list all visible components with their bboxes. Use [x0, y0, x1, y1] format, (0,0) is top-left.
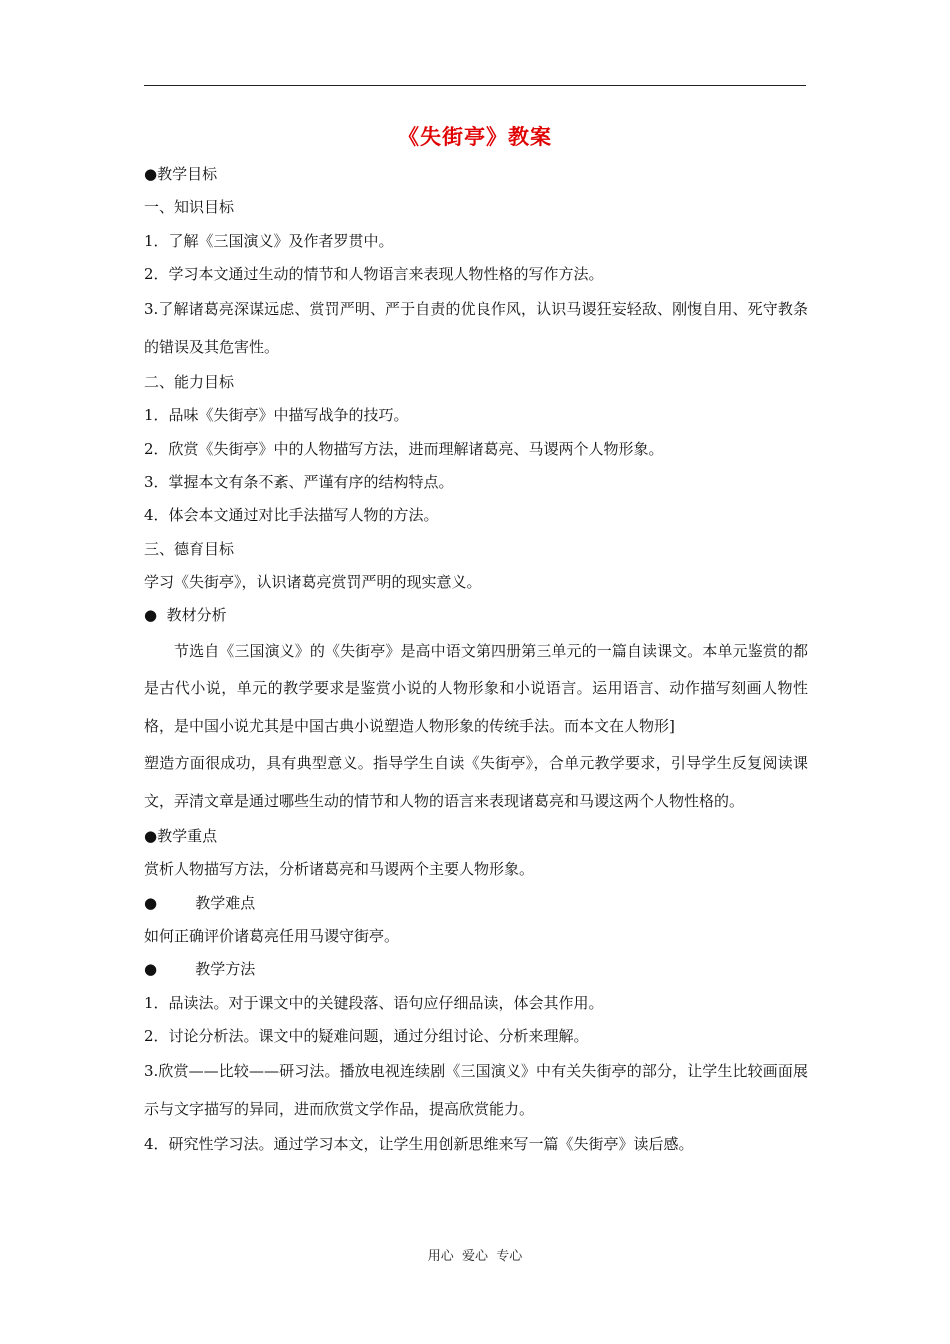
list-item: 1．品读法。对于课文中的关键段落、语句应仔细品读，体会其作用。: [144, 993, 604, 1012]
document-body: [144, 158, 808, 1161]
list-item: 4．研究性学习法。通过学习本文，让学生用创新思维来写一篇《失街亭》读后感。: [144, 1135, 694, 1154]
list-item: 2．欣赏《失街亭》中的人物描写方法，进而理解诸葛亮、马谡两个人物形象。: [144, 439, 664, 458]
list-item: 3.欣赏——比较——研习法。播放电视连续剧《三国演义》中有关失街亭的部分，让学生比较画面展示与文字描写的异同，进而欣赏文学作品，提高欣赏能力。: [144, 1062, 808, 1118]
list-item: 1．了解《三国演义》及作者罗贯中。: [144, 231, 394, 250]
analysis-paragraph: 节选自《三国演义》的《失街亭》是高中语文第四册第三单元的一篇自读课文。本单元鉴赏的都是古代小说，单元的教学要求是鉴赏小说的人物形象和小说语言。运用语言、动作描写刻画人物性格，是中国小说尤其是中国古典小说塑造人物形象的传统手法。而本文在人物形]: [144, 641, 808, 735]
section-heading-difficulty: ● 教学难点: [144, 893, 256, 912]
focus-text: 赏析人物描写方法，分析诸葛亮和马谡两个主要人物形象。: [144, 860, 535, 879]
analysis-paragraph-continued: 塑造方面很成功，具有典型意义。指导学生自读《失街亭》，合单元教学要求，引导学生反复阅读课文，弄清文章是通过哪些生动的情节和人物的语言来表现诸葛亮和马谡这两个人物性格的。: [144, 754, 808, 810]
subheading-ability: 二、能力目标: [144, 373, 235, 392]
document-title: 《失街亭》教案: [398, 124, 552, 149]
section-heading-analysis: ● 教材分析: [144, 606, 227, 625]
section-heading-goals: ●教学目标: [144, 165, 218, 183]
moral-text: 学习《失街亭》，认识诸葛亮赏罚严明的现实意义。: [144, 572, 482, 591]
list-item: 3．掌握本文有条不紊、严谨有序的结构特点。: [144, 473, 454, 492]
list-item: 2．讨论分析法。课文中的疑难问题，通过分组讨论、分析来理解。: [144, 1026, 589, 1045]
list-item: 2．学习本文通过生动的情节和人物语言来表现人物性格的写作方法。: [144, 264, 604, 283]
subheading-knowledge: 一、知识目标: [144, 198, 235, 217]
list-item: 4．体会本文通过对比手法描写人物的方法。: [144, 506, 439, 525]
page-footer: 用心 爱心 专心: [427, 1249, 523, 1264]
section-heading-focus: ●教学重点: [144, 827, 218, 846]
list-item: 1．品味《失街亭》中描写战争的技巧。: [144, 406, 409, 425]
header-rule: [144, 85, 806, 86]
list-item: 3.了解诸葛亮深谋远虑、赏罚严明、严于自责的优良作风，认识马谡狂妄轻敌、刚愎自用、死守教条的错误及其危害性。: [144, 300, 808, 356]
subheading-moral: 三、德育目标: [144, 539, 235, 558]
difficulty-text: 如何正确评价诸葛亮任用马谡守街亭。: [144, 926, 400, 945]
section-heading-method: ● 教学方法: [144, 960, 256, 979]
